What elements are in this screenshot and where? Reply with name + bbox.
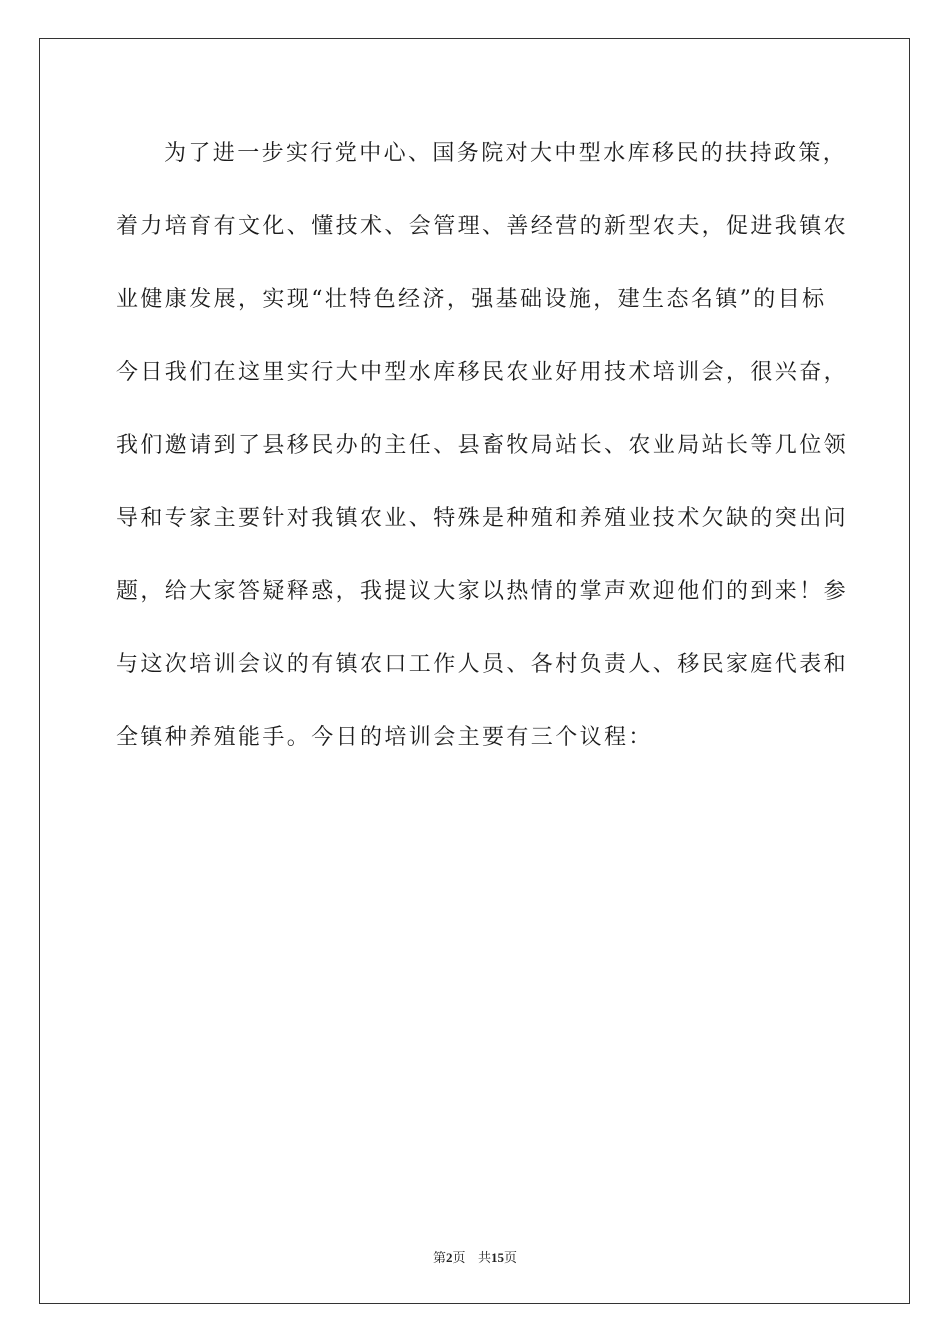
text-line-3: 业健康发展，实现“壮特色经济，强基础设施，建生态名镇”的目标 (116, 287, 827, 312)
text-line-4: 今日我们在这里实行大中型水库移民农业好用技术培训会，很兴奋， (116, 360, 849, 385)
text-line-7: 题，给大家答疑释惑，我提议大家以热情的掌声欢迎他们的到来！参 (116, 579, 849, 604)
text-line-8: 与这次培训会议的有镇农口工作人员、各村负责人、移民家庭代表和 (116, 652, 849, 677)
page-number: 2 (446, 1250, 453, 1265)
page-suffix: 页 (452, 1251, 466, 1266)
total-suffix: 页 (503, 1251, 517, 1266)
text-line-6: 导和专家主要针对我镇农业、特殊是种殖和养殖业技术欠缺的突出问 (116, 506, 849, 531)
text-line-2: 着力培育有文化、懂技术、会管理、善经营的新型农夫，促进我镇农 (116, 214, 849, 239)
page-footer (0, 1247, 950, 1266)
text-line-5: 我们邀请到了县移民办的主任、县畜牧局站长、农业局站长等几位领 (116, 433, 849, 458)
total-prefix: 共 (477, 1251, 491, 1266)
page-prefix: 第 (433, 1251, 447, 1266)
text-line-9: 全镇种养殖能手。今日的培训会主要有三个议程： (116, 725, 653, 750)
text-line-1: 为了进一步实行党中心、国务院对大中型水库移民的扶持政策， (164, 141, 848, 166)
document-body (116, 126, 849, 783)
total-pages: 15 (490, 1250, 504, 1265)
